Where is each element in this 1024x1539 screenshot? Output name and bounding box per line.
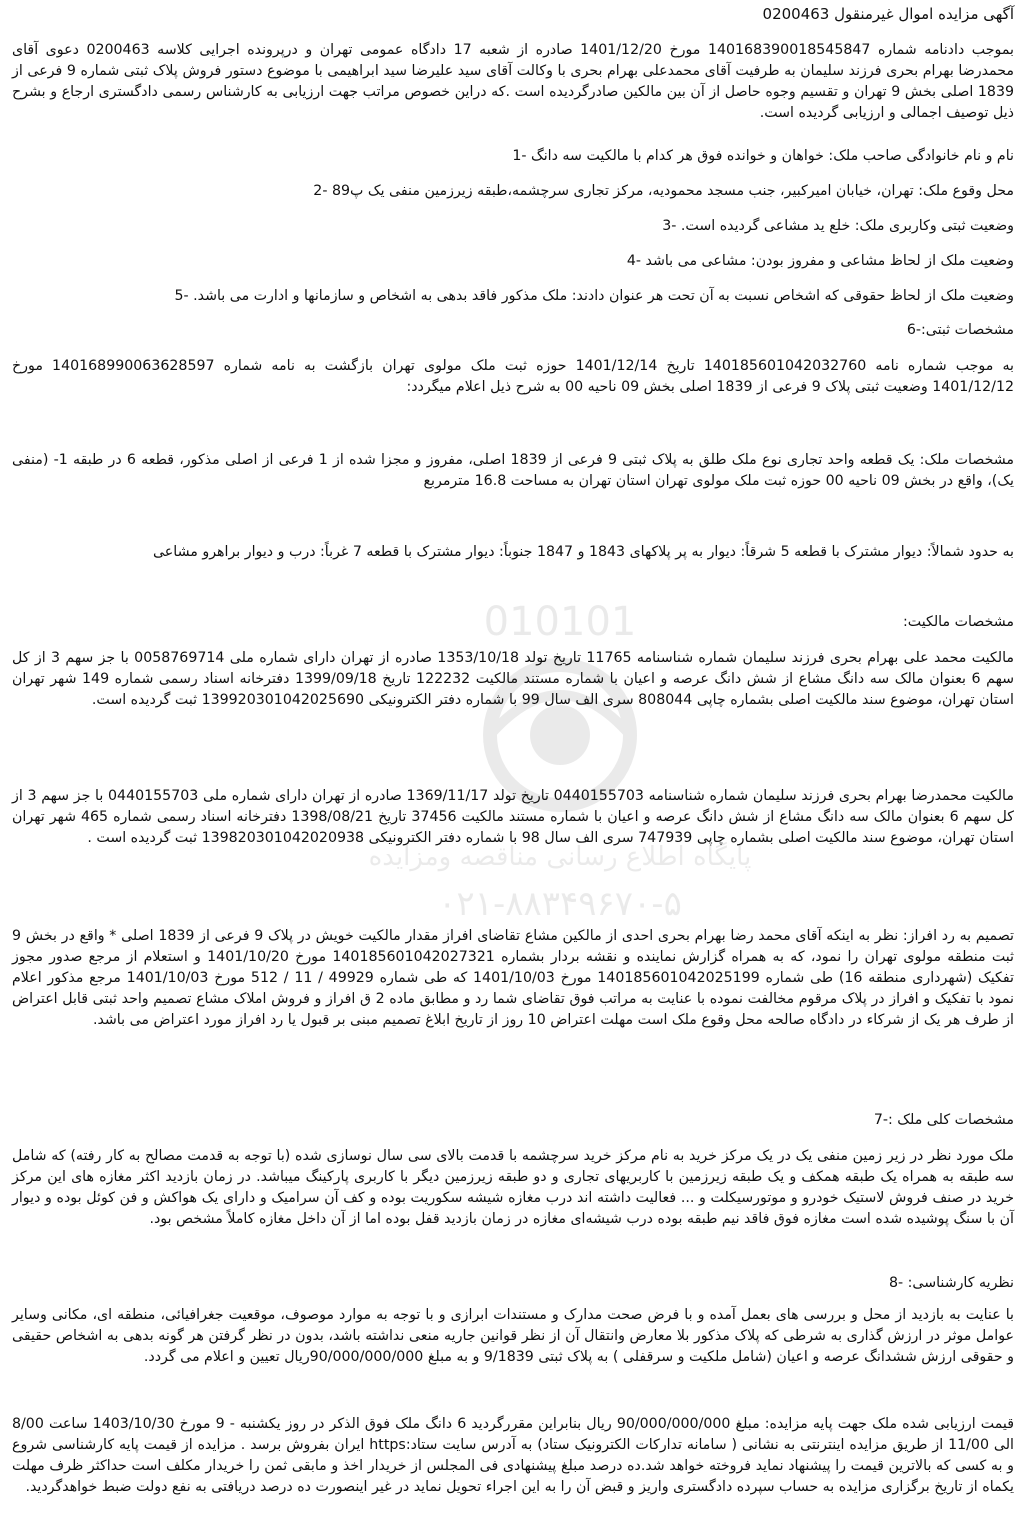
watermark-code: 010101 <box>483 599 637 645</box>
expert-opinion-paragraph: با عنایت به بازدید از محل و بررسی های بعمل آمده و با فرض صحت مدارک و مستندات ابرازی و با توجه به موارد موصوف، موقعیت جغرافیائی، منطقه ای، مکانی وسایر عوامل موثر در ارزش گذاری به شرطی که پلاک مذکور بلا معارض وانتقال آن از نظر قوانین جاریه منعی نداشته باشد، بدون در نظر گرفتن هر گونه بدهی به اشخاص حقیقی و حقوقی ارزش ششدانگ عرصه و اعیان (شامل ملکیت و سرقفلی ) به پلاک ثبتی 9/1839 و به مبلغ 90/000/000/000ریال تعیین و اعلام می گردد. <box>12 1307 1014 1365</box>
general-specs-paragraph: ملک مورد نظر در زیر زمین منفی یک در یک مرکز خرید به نام مرکز خرید سرچشمه با قدمت بالای سی سال نوسازی شده (با توجه به قدمت مصالح به کار رفته) که شامل سه طبقه به همراه یک طبقه همکف و یک طبقه زیرزمین با کاربریهای تجاری و دو طبقه زیرزمین دیگر با کاربری پارکینگ میباشد. در زمان بازدید اکثر مغازه های این مرکز خرید در صنف فروش لاستیک خودرو و موتورسیکلت و ... فعالیت داشته اند درب مغازه شیشه سکوریت بوده و کف آن سرامیک و دارای یک هواکش و فن کوئل بوده و دیوار آن با سنگ پوشیده شده است مغازه فوق فاقد نیم طبقه بوده درب شیشه‌ای مغازه در زمان بازدید قفل بوده اما از آن داخل مغازه کاملاً مشخص بود. <box>12 1148 1014 1227</box>
watermark-logo <box>260 595 780 935</box>
item-registration-status: وضعیت ثبتی وکاربری ملک: خلع ید مشاعی گردیده است. -3 <box>662 218 1014 234</box>
property-specs-paragraph: مشخصات ملک: یک قطعه واحد تجاری نوع ملک طلق به پلاک ثبتی 9 فرعی از 1839 اصلی، مفروز و مجزا شده از 1 فرعی از اصلی مذکور، قطعه 6 در طبقه 1- (منفی یک)، واقع در بخش 09 ناحیه 00 حوزه ثبت ملک مولوی تهران استان تهران به مساحت 16.8 مترمربع <box>12 452 1014 489</box>
intro-paragraph: بموجب دادنامه شماره 140168390018545847 مورخ 1401/12/20 صادره از شعبه 17 دادگاه عمومی تهران و درپرونده اجرایی کلاسه 0200463 دعوی آقای محمدرضا بهرام بحری فرزند سلیمان به طرفیت آقای محمدعلی بهرام بحری با وکالت آقای سید علیرضا سید ابراهیمی با موضوع دستور فروش پلاک ثبتی شماره 9 فرعی از 1839 اصلی بخش 9 تهران و تقسیم وجوه حاصل از آن بین مالکین صادرگردیده است .که دراین خصوص مراتب جهت ارزیابی به کارشناس رسمی دادگستری ارجاع و بشرح ذیل توصیف اجمالی و ارزیابی گردیده است. <box>12 42 1014 121</box>
watermark-phone: ۰۲۱-۸۸۳۴۹۶۷۰-۵ <box>438 884 682 924</box>
ownership-heading: مشخصات مالکیت: <box>903 614 1014 630</box>
notice-title: آگهی مزایده اموال غیرمنقول 0200463 <box>762 5 1014 23</box>
owner-1-paragraph: مالکیت محمد علی بهرام بحری فرزند سلیمان شماره شناسنامه 11765 تاریخ تولد 1353/10/18 صادره از تهران دارای شماره ملی 0058769714 با جز سهم 3 از کل سهم 6 بعنوان مالک سه دانگ مشاع از شش دانگ عرصه و اعیان با شماره مستند مالکیت 122232 تاریخ 1399/09/18 دفترخانه اسناد رسمی شماره 149 شهر تهران استان تهران، موضوع سند مالکیت اصلی بشماره چاپی 808044 سری الف سال 99 با شماره دفتر الکترونیکی 139920301042025690 ثبت گردیده است. <box>12 650 1014 708</box>
partition-decision-paragraph: تصمیم به رد افراز: نظر به اینکه آقای محمد رضا بهرام بحری احدی از مالکین مشاع تقاضای افراز مقدار مالکیت خویش در پلاک 9 فرعی از 1839 اصلی * واقع در بخش 9 ثبت منطقه مولوی تهران را نمود، که به همراه گزارش نماینده و نقشه بردار بشماره 140185601042027321 مورخ 1401/10/20 و استعلام از مرجع صدور مجوز تفکیک (شهرداری منطقه 16) طی شماره 140185601042025199 مورخ 1401/10/03 که طی شماره 49929 / 11 / 512 مورخ 1401/10/03 مرجع مذکور اعلام نمود با تفکیک و افراز در پلاک مرقوم مخالفت نموده با عنایت به مراتب فوق تقاضای شما رد و مطابق ماده 2 ق افراز و فروش املاک مشاع تصمیم واحد ثبتی قابل اعتراض از طرف هر یک از شرکاء در دادگاه صالحه محل وقوع ملک است مهلت اعتراض 10 روز از تاریخ ابلاغ تصمیم مبنی بر قبول یا رد افراز مورد اعتراض می باشد. <box>12 928 1015 1028</box>
expert-opinion-heading: نظریه کارشناسی: -8 <box>888 1275 1014 1291</box>
item-shared-status: وضعیت ملک از لحاظ مشاعی و مفروز بودن: مشاعی می باشد -4 <box>626 253 1014 269</box>
general-specs-heading: مشخصات کلی ملک :-7 <box>873 1112 1014 1128</box>
item-location: محل وقوع ملک: تهران، خیابان امیرکبیر، جنب مسجد محمودیه، مرکز تجاری سرچشمه،طبقه زیرزمین منفی یک پ89 -2 <box>313 183 1014 199</box>
watermark-text: پایگاه اطلاع رسانی مناقصه ومزایده <box>368 842 752 872</box>
owner-2-paragraph: مالکیت محمدرضا بهرام بحری فرزند سلیمان شماره شناسنامه 0440155703 تاریخ تولد 1369/11/17 صادره از تهران دارای شماره ملی 0440155703 با جز سهم 3 از کل سهم 6 بعنوان مالک سه دانگ مشاع از شش دانگ عرصه و اعیان با شماره مستند مالکیت 37456 تاریخ 1398/08/21 دفترخانه اسناد رسمی شماره 465 شهر تهران استان تهران، موضوع سند مالکیت اصلی بشماره چاپی 747939 سری الف سال 98 با شماره دفتر الکترونیکی 139820301042020938 ثبت گردیده است . <box>12 788 1015 846</box>
item-legal-status: وضعیت ملک از لحاظ حقوقی که اشخاص نسبت به آن تحت هر عنوان دادند: ملک مذکور فاقد بدهی به اشخاص و سازمانها و ادارت می باشد. -5 <box>174 288 1014 304</box>
boundaries-paragraph: به حدود شمالاً: دیوار مشترک با قطعه 5 شرقاً: دیوار به پر پلاکهای 1843 و 1847 جنوباً: دیوار مشترک با قطعه 7 غرباً: درب و دیوار براهرو مشاعی <box>152 544 1014 560</box>
item-owner-name: نام و نام خانوادگی صاحب ملک: خواهان و خوانده فوق هر کدام با مالکیت سه دانگ -1 <box>512 148 1014 164</box>
registry-heading: مشخصات ثبتی:-6 <box>906 322 1014 338</box>
registry-paragraph: به موجب شماره نامه 140185601042032760 تاریخ 1401/12/14 حوزه ثبت ملک مولوی تهران بازگشت به نامه شماره 140168990063628597 مورخ 1401/12/12 وضعیت ثبتی پلاک 9 فرعی از 1839 اصلی بخش 09 ناحیه 00 به شرح ذیل اعلام میگردد: <box>12 358 1015 395</box>
auction-terms-paragraph: قیمت ارزیابی شده ملک جهت پایه مزایده: مبلغ 90/000/000/000 ریال بنابراین مقررگردید 6 دانگ ملک فوق الذکر در روز یکشنبه - 9 مورخ 1403/10/30 ساعت 8/00 الی 11/00 از طریق مزایده اینترنتی به نشانی ( سامانه تدارکات الکترونیک ستاد) به آدرس سایت ستاد:https ایران بفروش برسد . مزایده از قیمت پایه کارشناسی شروع و به کسی که بالاترین قیمت را پیشنهاد نماید فروخته خواهد شد.ده درصد مبلغ پیشنهادی فی المجلس از خریدار اخذ و مابقی ثمن را خریدار مکلف است حداکثر ظرف مهلت یکماه از تاریخ برگزاری مزایده به حساب سپرده دادگستری واریز و قبض آن را به این اجراء تحویل نماید در غیر اینصورت ده درصد دریافتی به نفع دولت ضبط خواهدگردید. <box>12 1416 1014 1495</box>
